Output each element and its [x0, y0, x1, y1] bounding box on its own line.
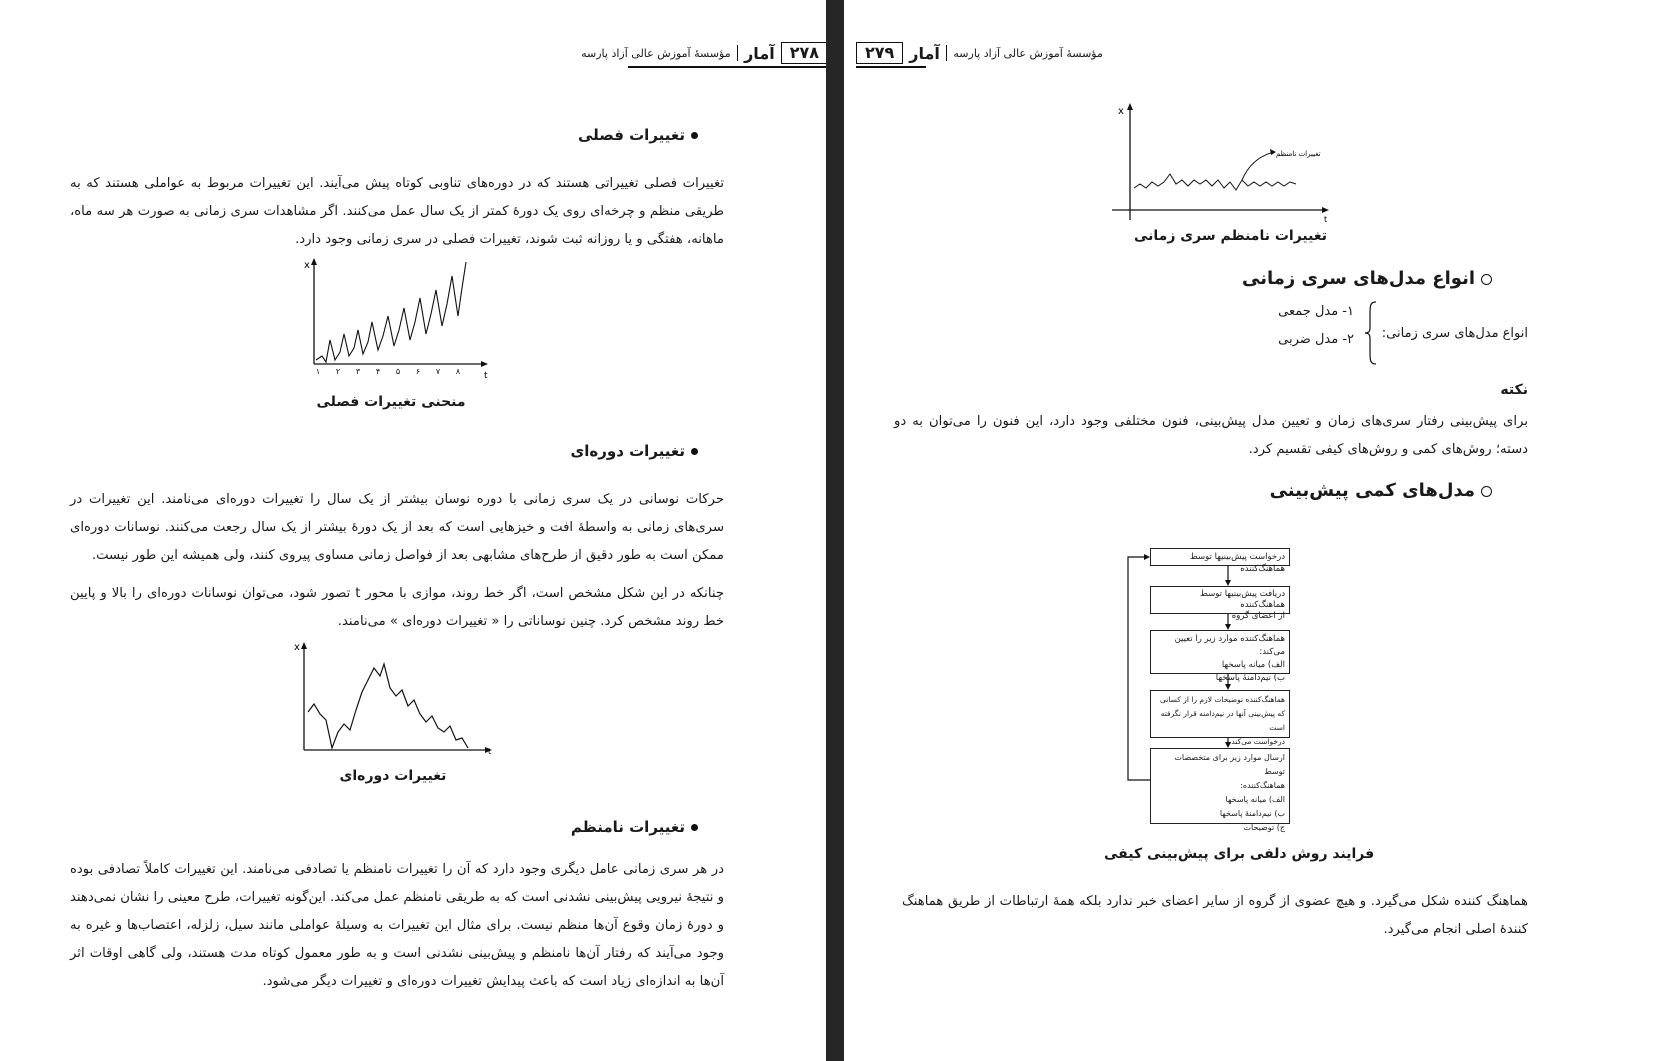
x-axis-label: t	[488, 747, 492, 756]
seasonal-series	[316, 262, 466, 362]
right-page	[844, 0, 1658, 1061]
flow-box-4: هماهنگ‌کننده توضیحات لازم را از کسانی که پیش‌بینی آنها در نیم‌دامنه قرار نگرفته است درخواست می‌کند.	[1150, 690, 1290, 738]
quantitative-heading: مدل‌های کمی پیش‌بینی	[1270, 480, 1492, 501]
x-arrow-icon	[481, 361, 488, 367]
feedback-loop-line	[1128, 557, 1150, 780]
model-types-label: انواع مدل‌های سری زمانی:	[1381, 326, 1528, 341]
brace-icon	[1364, 300, 1378, 366]
tick-label: ۳	[355, 367, 361, 376]
cyclical-chart	[292, 640, 500, 756]
institute-name: مؤسسهٔ آموزش عالی آزاد پارسه	[953, 46, 1103, 60]
y-axis-label: x	[294, 642, 300, 653]
y-arrow-icon	[1127, 103, 1133, 110]
note-paragraph: برای پیش‌بینی رفتار سری‌های زمان و تعیین مدل پیش‌بینی، فنون مختلفی وجود دارد، این فنون را می‌توان به دو دسته؛ روش‌های کمی و روش‌های کیفی تقسیم کرد.	[894, 414, 1528, 457]
irregular-series	[1134, 174, 1296, 190]
y-axis-label: x	[1118, 106, 1124, 117]
cyclical-series	[308, 664, 468, 748]
tick-label: ۶	[415, 367, 421, 376]
cyclical-heading: تغییرات دوره‌ای	[570, 442, 698, 460]
tick-label: ۸	[455, 367, 461, 376]
irregular-chart	[1104, 100, 1334, 224]
page-number: ۲۷۹	[856, 42, 903, 64]
bullet-icon	[691, 824, 698, 831]
header-rule	[628, 66, 826, 68]
closing-paragraph: هماهنگ کننده شکل می‌گیرد. و هیچ عضوی از گروه از سایر اعضای خبر ندارد بلکه همهٔ ارتباطات از طریق هماهنگ کنندهٔ اصلی انجام می‌گیرد.	[902, 894, 1528, 937]
subject-title: آمار	[909, 43, 940, 63]
seasonal-caption: منحنی تغییرات فصلی	[316, 394, 466, 410]
delphi-flowchart	[1124, 548, 1304, 838]
flow-box-3: هماهنگ‌کننده موارد زیر را تعیین می‌کند: الف) میانه پاسخها ب) نیم‌دامنهٔ پاسخها	[1150, 630, 1290, 674]
seasonal-heading: تغییرات فصلی	[578, 126, 698, 144]
subject-title: آمار	[744, 43, 775, 63]
page-number: ۲۷۸	[781, 42, 826, 64]
bullet-icon	[691, 132, 698, 139]
model-item-additive: ۱- مدل جمعی	[1278, 304, 1354, 319]
header-rule	[856, 66, 926, 68]
tick-label: ۴	[375, 367, 381, 376]
irregular-figure-caption: تغییرات نامنظم سری زمانی	[1134, 228, 1328, 244]
header-separator	[737, 45, 739, 61]
right-page-header	[856, 42, 1103, 68]
header-separator	[946, 45, 948, 61]
institute-name: مؤسسهٔ آموزش عالی آزاد پارسه	[581, 46, 731, 60]
tick-label: ۱	[315, 367, 321, 376]
page-gutter	[826, 0, 844, 1061]
irregular-paragraph: در هر سری زمانی عامل دیگری وجود دارد که آن را تغییرات نامنظم یا تصادفی می‌نامند. این تغییرات کاملاً تصادفی بوده و نتیجهٔ نیرویی پیش‌بینی نشدنی است که به طریقی نامنظم عمل می‌کند. این‌گونه تغییرات، طرح معینی را نشان نمی‌دهند و دورهٔ زمان وقوع آن‌ها منظم نیست. برای مثال این تغییرات به وسیلهٔ عواملی مانند سیل، زلزله، اعتصاب‌ها و غیره به وجود می‌آیند که رفتار آن‌ها نامنظم و پیش‌بینی نشدنی است و به طور معمول کوتاه مدت هستند، ولی گاهی اوقات اثر آن‌ها به اندازه‌ای زیاد است که باعث پیدایش تغییرات دوره‌ای و تغییرات دیگر می‌شود.	[70, 862, 724, 989]
x-axis-label: t	[484, 371, 488, 380]
bullet-icon	[691, 448, 698, 455]
tick-label: ۲	[335, 367, 341, 376]
flow-box-5: ارسال موارد زیر برای متخصصات توسط هماهنگ‌کننده: الف) میانه پاسخها ب) نیم‌دامنهٔ پاسخها ج) توضیحات	[1150, 748, 1290, 824]
ring-bullet-icon	[1481, 274, 1492, 285]
flow-box-1: درخواست پیش‌بینیها توسط هماهنگ‌کننده	[1150, 548, 1290, 566]
irregular-heading: تغییرات نامنظم	[571, 818, 698, 836]
x-arrow-icon	[1322, 207, 1329, 213]
model-types-heading: انواع مدل‌های سری زمانی	[1242, 268, 1492, 289]
flow-box-2: دریافت پیش‌بینیها توسط هماهنگ‌کننده از اعضای گروه	[1150, 586, 1290, 614]
y-arrow-icon	[311, 258, 317, 265]
flowchart-caption: فرایند روش دلفی برای پیش‌بینی کیفی	[1104, 846, 1375, 862]
note-title: نکته	[1500, 382, 1528, 398]
irregular-annotation: تغییرات نامنظم	[1276, 150, 1321, 158]
seasonal-chart	[300, 256, 496, 380]
left-page-header	[564, 42, 826, 68]
cyclical-paragraph-1: حرکات نوسانی در یک سری زمانی با دوره نوسان بیشتر از یک سال را تغییرات دوره‌ای می‌نامند. این تغییرات در سری‌های زمانی به واسطهٔ افت و خیزهایی است که بعد از یک دورهٔ بیشتر از یک سال رجعت می‌کنند. نوسانات دوره‌ای ممکن است به طور دقیق از طرح‌های مشابهی بعد از فواصل زمانی مساوی پیروی کنند، ولی همیشه این طور نیست.	[70, 492, 724, 563]
irregular-annotation-arrow	[1242, 152, 1274, 180]
cyclical-caption: تغییرات دوره‌ای	[339, 768, 447, 784]
y-arrow-icon	[301, 642, 307, 649]
model-item-multiplicative: ۲- مدل ضربی	[1278, 332, 1354, 347]
seasonal-paragraph: تغییرات فصلی تغییراتی هستند که در دوره‌های تناوبی کوتاه پیش می‌آیند. این تغییرات مربوط به عواملی هستند که به طریقی منظم و چرخه‌ای روی یک دورهٔ کمتر از یک سال عمل می‌کنند. اگر مشاهدات سری زمانی به صورت هر سه ماه، ماهانه، هفتگی و یا روزانه ثبت شوند، تغییرات فصلی در سری زمانی وجود دارد.	[70, 176, 724, 247]
cyclical-paragraph-2: چنانکه در این شکل مشخص است، اگر خط روند، موازی با محور t تصور شود، می‌توان نوسانات دوره‌ای را بالا و پایین خط روند مشخص کرد. چنین نوساناتی را « تغییرات دوره‌ای » می‌نامند.	[70, 586, 724, 629]
tick-label: ۷	[435, 367, 441, 376]
tick-label: ۵	[395, 367, 401, 376]
x-axis-label: t	[1324, 215, 1328, 224]
left-page	[0, 0, 826, 1061]
y-axis-label: x	[304, 260, 310, 271]
ring-bullet-icon	[1481, 486, 1492, 497]
